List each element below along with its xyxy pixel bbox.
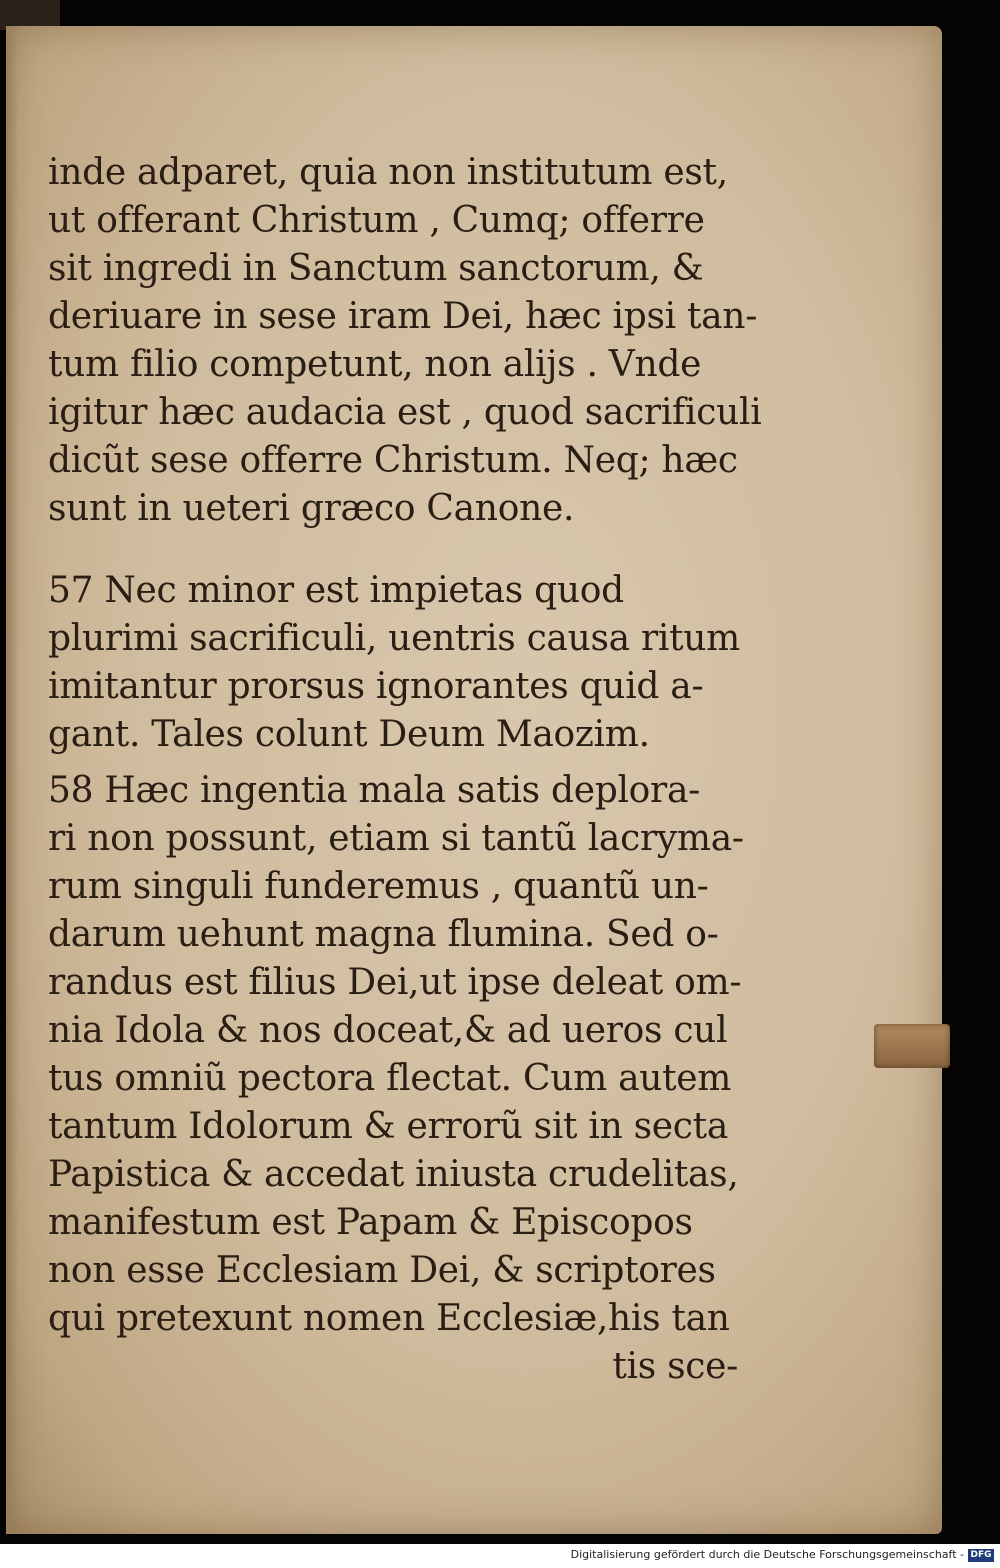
text-line: tus omniũ pectora flectat. Cum autem bbox=[48, 1058, 732, 1099]
text-line: sunt in ueteri græco Canone. bbox=[48, 488, 575, 529]
text-line: manifestum est Papam & Episcopos bbox=[48, 1202, 693, 1243]
text-line: qui pretexunt nomen Ecclesiæ,his tan bbox=[48, 1298, 730, 1339]
section-57-start: 57 Nec minor est impietas quod bbox=[48, 570, 624, 611]
text-line: nia Idola & nos doceat,& ad ueros cul bbox=[48, 1010, 728, 1051]
text-line: tum filio competunt, non alijs . Vnde bbox=[48, 344, 702, 385]
text-line: ri non possunt, etiam si tantũ lacryma- bbox=[48, 818, 744, 859]
text-line: tantum Idolorum & errorũ sit in secta bbox=[48, 1106, 728, 1147]
text-line: igitur hæc audacia est , quod sacrificuli bbox=[48, 392, 762, 433]
text-line: sit ingredi in Sanctum sanctorum, & bbox=[48, 248, 704, 289]
section-58-start: 58 Hæc ingentia mala satis deplora- bbox=[48, 770, 700, 811]
text-line: Papistica & accedat iniusta crudelitas, bbox=[48, 1154, 739, 1195]
footer-credit: Digitalisierung gefördert durch die Deutsche Forschungsgemeinschaft - bbox=[570, 1548, 964, 1561]
text-line: randus est filius Dei,ut ipse deleat om- bbox=[48, 962, 742, 1003]
text-line: plurimi sacrificuli, uentris causa ritum bbox=[48, 618, 740, 659]
footer-bar bbox=[0, 1544, 1000, 1568]
text-line: inde adparet, quia non institutum est, bbox=[48, 152, 728, 193]
text-line: ut offerant Christum , Cumq; offerre bbox=[48, 200, 705, 241]
text-line: rum singuli funderemus , quantũ un- bbox=[48, 866, 709, 907]
catchword: tis sce- bbox=[612, 1346, 738, 1387]
text-line: gant. Tales colunt Deum Maozim. bbox=[48, 714, 650, 755]
text-line: darum uehunt magna flumina. Sed o- bbox=[48, 914, 719, 955]
paper-tab bbox=[874, 1024, 950, 1068]
dfg-logo: DFG bbox=[968, 1549, 994, 1562]
text-line: deriuare in sese iram Dei, hæc ipsi tan- bbox=[48, 296, 758, 337]
leaf-left-shadow bbox=[6, 26, 18, 1534]
text-line: non esse Ecclesiam Dei, & scriptores bbox=[48, 1250, 716, 1291]
text-line: imitantur prorsus ignorantes quid a- bbox=[48, 666, 704, 707]
text-line: dicũt sese offerre Christum. Neq; hæc bbox=[48, 440, 738, 481]
